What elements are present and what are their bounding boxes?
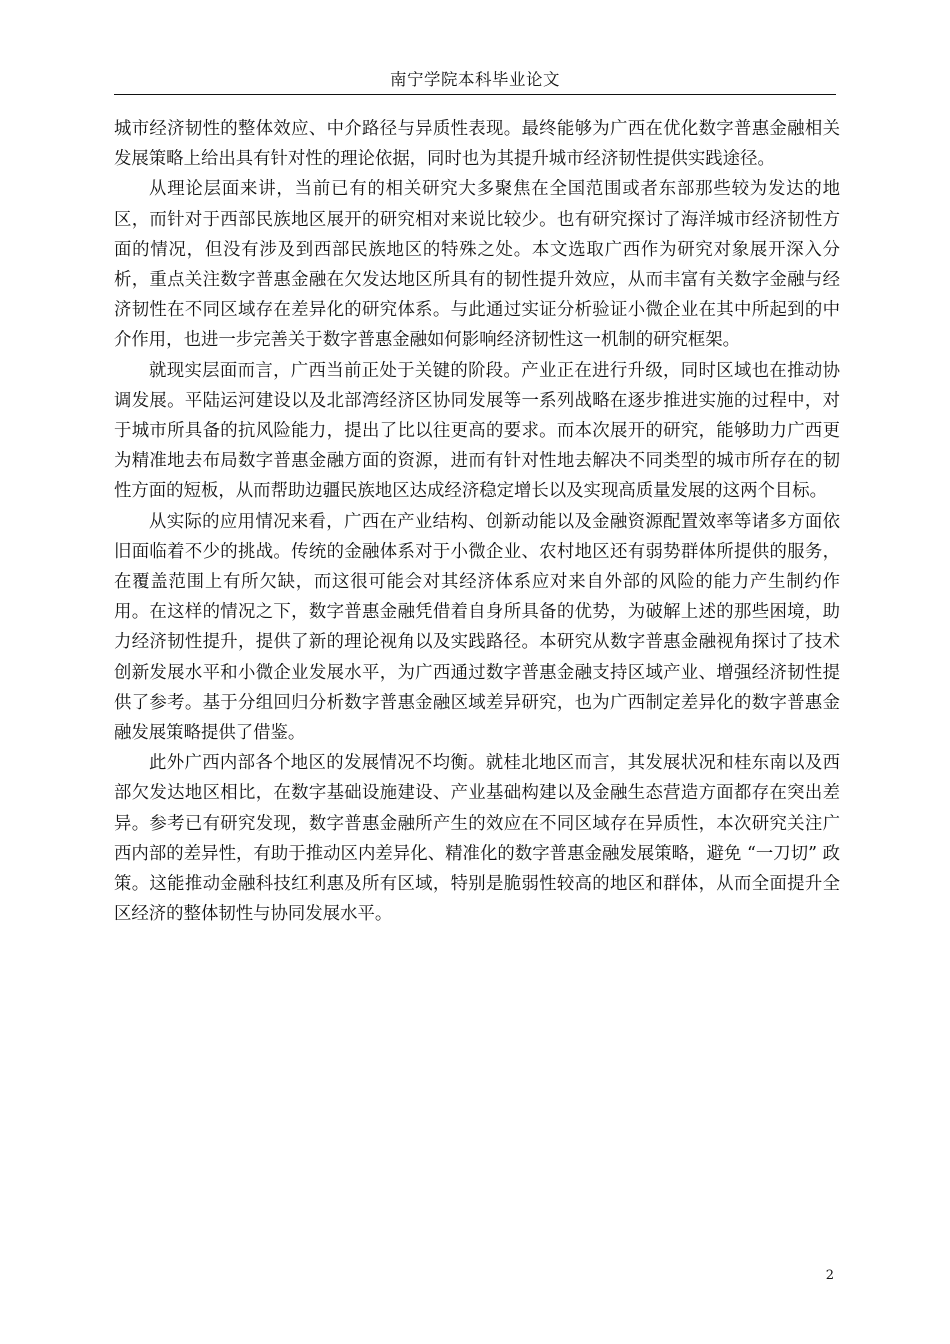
running-header-title: 南宁学院本科毕业论文 — [390, 70, 560, 89]
paragraph-continued: 城市经济韧性的整体效应、中介路径与异质性表现。最终能够为广西在优化数字普惠金融相关发展策略上给出具有针对性的理论依据，同时也为其提升城市经济韧性提供实践途径。 — [114, 119, 840, 170]
paragraph-theoretical: 从理论层面来讲，当前已有的相关研究大多聚焦在全国范围或者东部那些较为发达的地区，而针对于西部民族地区展开的研究相对来说比较少。也有研究探讨了海洋城市经济韧性方面的情况，但没有涉及到西部民族地区的特殊之处。本文选取广西作为研究对象展开深入分析，重点关注数字普惠金融在欠发达地区所具有的韧性提升效应，从而丰富有关数字金融与经济韧性在不同区域存在差异化的研究体系。与此通过实证分析验证小微企业在其中所起到的中介作用，也进一步完善关于数字普惠金融如何影响经济韧性这一机制的研究框架。 — [114, 179, 840, 351]
header-divider — [114, 94, 836, 95]
body-text — [114, 114, 840, 929]
paragraph-regional: 此外广西内部各个地区的发展情况不均衡。就桂北地区而言，其发展状况和桂东南以及西部欠发达地区相比，在数字基础设施建设、产业基础构建以及金融生态营造方面都存在突出差异。参考已有研究发现，数字普惠金融所产生的效应在不同区域存在异质性，本次研究关注广西内部的差异性，有助于推动区内差异化、精准化的数字普惠金融发展策略，避免 “一刀切” 政策。这能推动金融科技红利惠及所有区域，特别是脆弱性较高的地区和群体，从而全面提升全区经济的整体韧性与协同发展水平。 — [114, 753, 840, 925]
page-number: 2 — [825, 1268, 834, 1283]
paragraph-practical: 就现实层面而言，广西当前正处于关键的阶段。产业正在进行升级，同时区域也在推动协调发展。平陆运河建设以及北部湾经济区协同发展等一系列战略在逐步推进实施的过程中，对于城市所具备的抗风险能力，提出了比以往更高的要求。而本次展开的研究，能够助力广西更为精准地去布局数字普惠金融方面的资源，进而有针对性地去解决不同类型的城市所存在的韧性方面的短板，从而帮助边疆民族地区达成经济稳定增长以及实现高质量发展的这两个目标。 — [114, 360, 840, 502]
paragraph-application: 从实际的应用情况来看，广西在产业结构、创新动能以及金融资源配置效率等诸多方面依旧面临着不少的挑战。传统的金融体系对于小微企业、农村地区还有弱势群体所提供的服务，在覆盖范围上有所欠缺，而这很可能会对其经济体系应对来自外部的风险的能力产生制约作用。在这样的情况之下，数字普惠金融凭借着自身所具备的优势，为破解上述的那些困境，助力经济韧性提升，提供了新的理论视角以及实践路径。本研究从数字普惠金融视角探讨了技术创新发展水平和小微企业发展水平，为广西通过数字普惠金融支持区域产业、增强经济韧性提供了参考。基于分组回归分析数字普惠金融区域差异研究，也为广西制定差异化的数字普惠金融发展策略提供了借鉴。 — [114, 511, 840, 744]
